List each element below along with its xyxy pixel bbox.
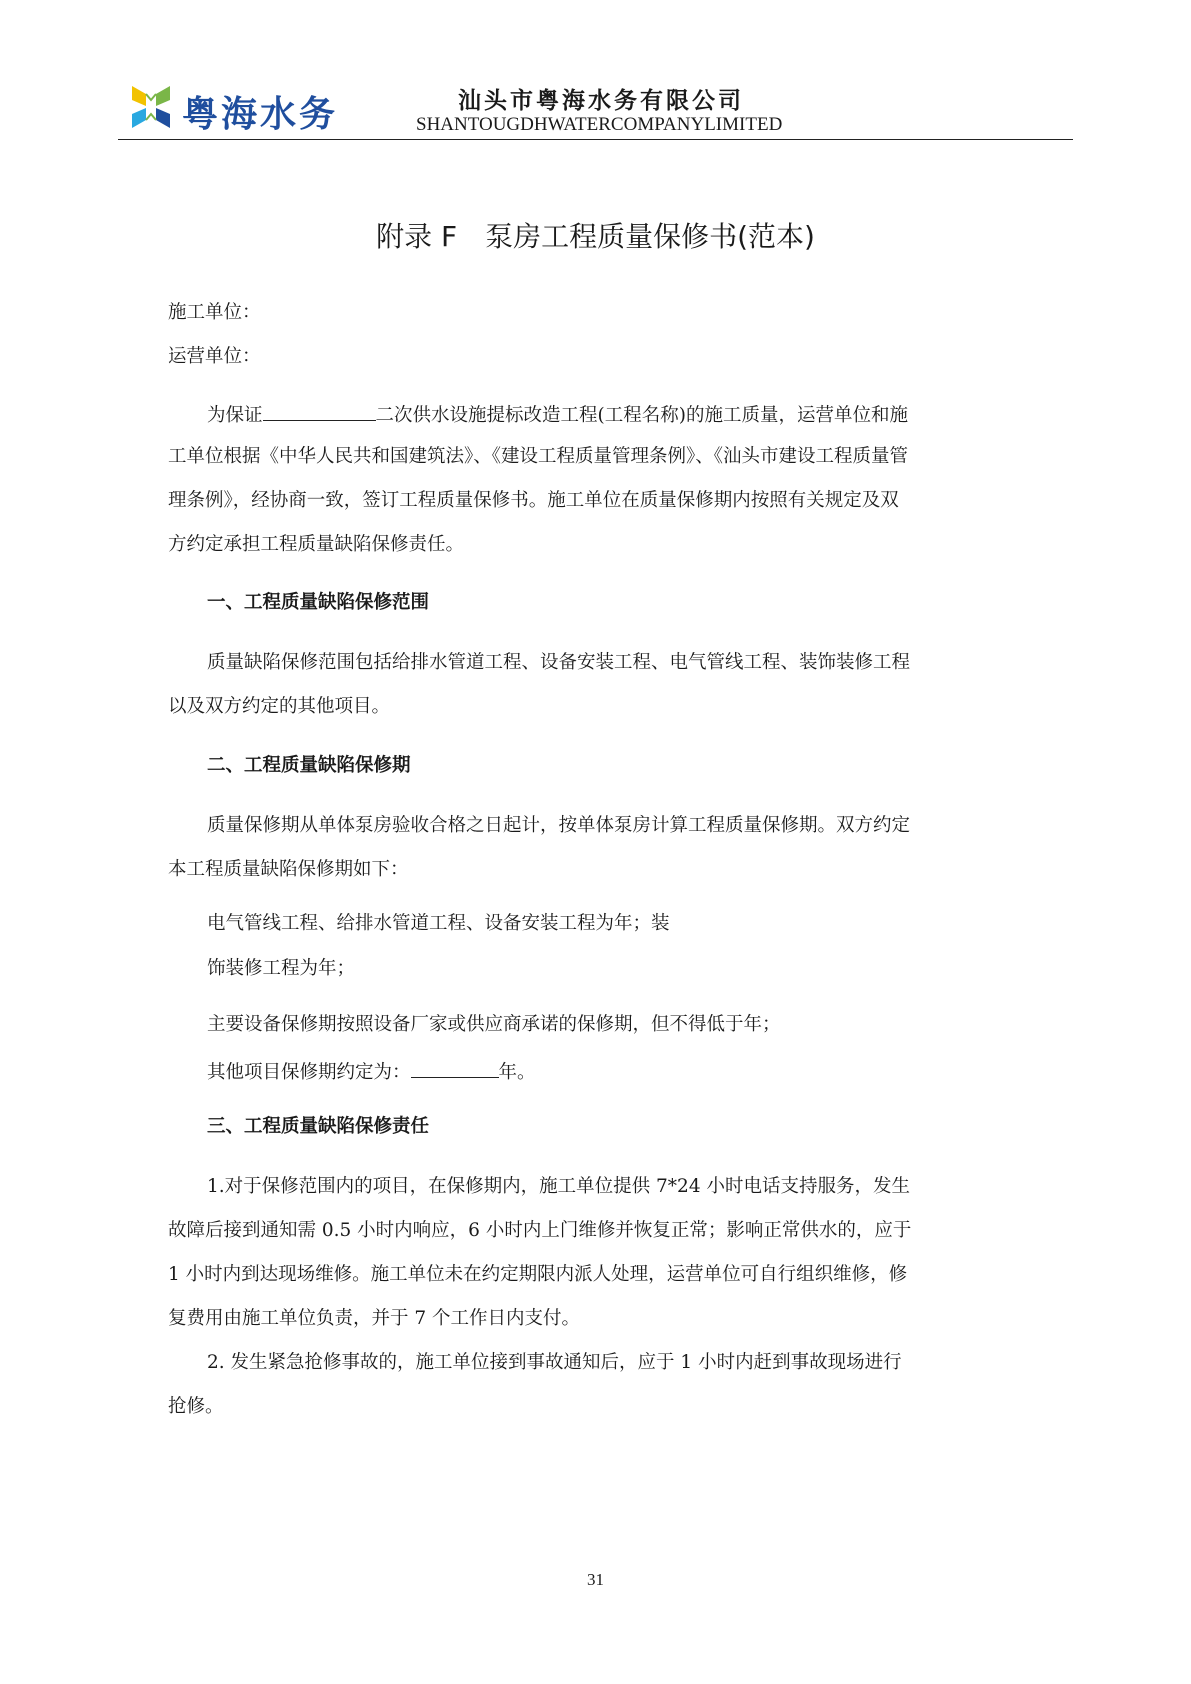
section-3-heading: 三、工程质量缺陷保修责任 xyxy=(207,1116,430,1137)
warranty-item-3 xyxy=(207,1057,536,1085)
intro-line-4: 方约定承担工程质量缺陷保修责任。 xyxy=(168,534,465,555)
section-1-heading: 一、工程质量缺陷保修范围 xyxy=(207,592,430,613)
warranty-item-2: 主要设备保修期按照设备厂家或供应商承诺的保修期，但不得低于年； xyxy=(207,1014,781,1035)
section-2-line-1: 质量保修期从单体泵房验收合格之日起计，按单体泵房计算工程质量保修期。双方约定 xyxy=(207,815,911,836)
company-name-chinese: 汕头市粤海水务有限公司 xyxy=(458,87,744,114)
project-name-blank xyxy=(263,400,376,421)
page-title: 附录 F 泵房工程质量保修书(范本) xyxy=(376,220,815,253)
intro-line-2: 工单位根据《中华人民共和国建筑法》、《建设工程质量管理条例》、《汕头市建设工程质量管 xyxy=(168,446,909,467)
warranty-item-1b: 饰装修工程为年； xyxy=(207,958,356,979)
warranty-item-3-prefix: 其他项目保修期约定为： xyxy=(207,1062,411,1083)
intro-line-1 xyxy=(207,400,908,428)
logo-text: 粤海水务 xyxy=(182,93,339,135)
construction-unit-label: 施工单位： xyxy=(168,302,261,323)
intro-line-3: 理条例》，经协商一致，签订工程质量保修书。施工单位在质量保修期内按照有关规定及双 xyxy=(168,490,899,511)
section-3-p2-line-1: 2. 发生紧急抢修事故的，施工单位接到事故通知后，应于 1 小时内赶到事故现场进行 xyxy=(207,1352,902,1373)
section-1-line-2: 以及双方约定的其他项目。 xyxy=(168,696,391,717)
warranty-item-3-suffix: 年。 xyxy=(498,1062,536,1083)
section-3-p1-line-4: 复费用由施工单位负责，并于 7 个工作日内支付。 xyxy=(168,1308,581,1329)
warranty-item-1a: 电气管线工程、给排水管道工程、设备安装工程为年；装 xyxy=(207,913,670,934)
company-name-english: SHANTOUGDHWATERCOMPANYLIMITED xyxy=(416,114,783,135)
operation-unit-label: 运营单位： xyxy=(168,346,261,367)
section-3-p1-line-1: 1.对于保修范围内的项目，在保修期内，施工单位提供 7*24 小时电话支持服务，发生 xyxy=(207,1176,910,1197)
page-number: 31 xyxy=(587,1570,604,1589)
section-3-p1-line-3: 1 小时内到达现场维修。施工单位未在约定期限内派人处理，运营单位可自行组织维修，修 xyxy=(168,1264,908,1285)
intro-prefix: 为保证 xyxy=(207,405,263,426)
header-divider xyxy=(118,139,1073,140)
section-1-line-1: 质量缺陷保修范围包括给排水管道工程、设备安装工程、电气管线工程、装饰装修工程 xyxy=(207,652,911,673)
other-period-blank xyxy=(411,1057,499,1078)
intro-line-1-rest: 二次供水设施提标改造工程(工程名称)的施工质量，运营单位和施 xyxy=(375,405,908,426)
section-3-p2-line-2: 抢修。 xyxy=(168,1396,224,1417)
section-2-heading: 二、工程质量缺陷保修期 xyxy=(207,755,411,776)
company-logo-icon xyxy=(128,82,174,132)
section-3-p1-line-2: 故障后接到通知需 0.5 小时内响应，6 小时内上门维修并恢复正常；影响正常供水的，应于 xyxy=(168,1220,912,1241)
section-2-line-2: 本工程质量缺陷保修期如下： xyxy=(168,859,409,880)
